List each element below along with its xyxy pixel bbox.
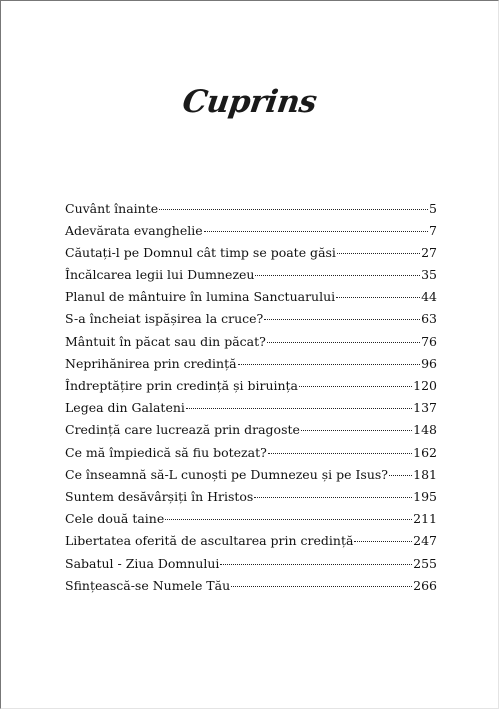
dot-leader	[255, 263, 420, 277]
toc-entry-title: Legea din Galateni	[65, 400, 185, 416]
toc-entry-page: 211	[413, 511, 437, 527]
toc-entry-page: 5	[429, 200, 437, 216]
dot-leader	[186, 396, 412, 410]
dot-leader	[231, 573, 412, 587]
toc-entry-title: Încălcarea legii lui Dumnezeu	[65, 267, 255, 283]
toc-entry-title: S-a încheiat ispășirea la cruce?	[65, 311, 264, 327]
page-title: Cuprins	[180, 84, 319, 120]
toc-entry-title: Ce înseamnă să-L cunoști pe Dumnezeu și pe Isus?	[65, 466, 389, 482]
dot-leader	[267, 329, 420, 343]
dot-leader	[264, 307, 420, 321]
toc-entry	[65, 443, 437, 465]
toc-entry-page: 181	[413, 466, 437, 482]
toc-entry-page: 137	[413, 400, 437, 416]
toc-entry-title: Planul de mântuire în lumina Sanctuarului	[65, 289, 336, 305]
dot-leader	[299, 374, 412, 388]
dot-leader	[389, 462, 412, 476]
toc-entry-title: Sabatul - Ziua Domnului	[65, 555, 220, 571]
toc-entry-title: Îndreptățire prin credință și biruința	[65, 378, 299, 393]
toc-entry-page: 76	[421, 333, 437, 349]
dot-leader	[336, 285, 420, 299]
dot-leader	[220, 551, 412, 565]
dot-leader	[268, 440, 412, 454]
toc-entry-title: Credință care lucrează prin dragoste	[65, 422, 300, 438]
toc-entry-page: 35	[421, 267, 437, 283]
toc-entry-title: Sfințească-se Numele Tău	[65, 577, 231, 593]
toc-entry-page: 7	[429, 222, 437, 238]
dot-leader	[337, 240, 420, 254]
toc-entry-title: Cele două taine	[65, 511, 165, 527]
dot-leader	[301, 418, 412, 432]
dot-leader	[165, 507, 412, 521]
dot-leader	[354, 529, 412, 543]
toc-entry-title: Căutați-l pe Domnul cât timp se poate găsi	[65, 244, 336, 260]
toc-entry-page: 255	[413, 555, 437, 571]
toc-entry-page: 44	[421, 289, 437, 305]
toc-entry-page: 96	[421, 355, 437, 371]
toc-entry-page: 247	[413, 533, 437, 549]
toc-entry-page: 27	[421, 244, 437, 260]
toc-entry-title: Suntem desăvârșiți în Hristos	[65, 488, 254, 504]
toc-entry-page: 148	[413, 422, 437, 438]
dot-leader	[159, 196, 428, 210]
toc-entry-title: Neprihănirea prin credință	[65, 355, 237, 371]
toc-entry-page: 266	[413, 577, 437, 593]
toc-entry-page: 162	[413, 444, 437, 460]
toc-entry-title: Adevărata evanghelie	[65, 222, 203, 238]
toc-entry-title: Cuvânt înainte	[65, 200, 159, 216]
dot-leader	[238, 351, 421, 365]
toc-entry-title: Ce mă împiedică să fiu botezat?	[65, 444, 267, 460]
toc-entry-page: 63	[421, 311, 437, 327]
dot-leader	[204, 218, 428, 232]
table-of-contents	[65, 199, 437, 598]
toc-entry-page: 195	[413, 488, 437, 504]
dot-leader	[254, 484, 412, 498]
toc-entry	[65, 576, 437, 598]
toc-entry-page: 120	[413, 378, 437, 393]
toc-entry-title: Libertatea oferită de ascultarea prin credință	[65, 533, 354, 549]
toc-entry-title: Mântuit în păcat sau din păcat?	[65, 333, 266, 349]
